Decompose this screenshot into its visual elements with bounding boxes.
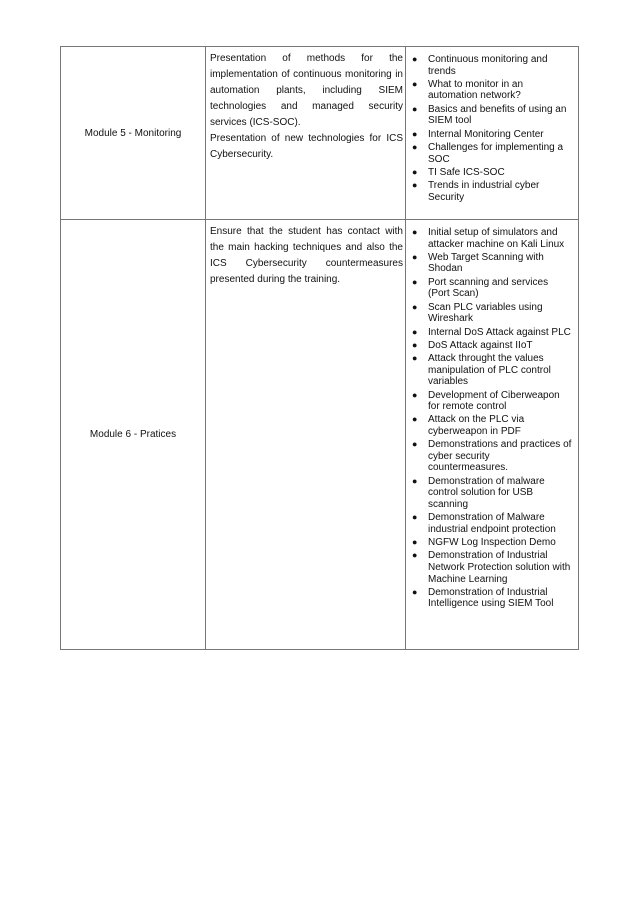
- module-description: Presentation of methods for the implementation of continuous monitoring in automation plants, including SIEM technologies and managed security services (ICS-SOC).: [210, 53, 403, 128]
- module-description: Ensure that the student has contact with the main hacking techniques and also the ICS Cybersecurity countermeasures presented during the training.: [210, 226, 403, 285]
- bullet-icon: ●: [412, 353, 418, 364]
- topic-text: Initial setup of simulators and attacker machine on Kali Linux: [428, 227, 565, 250]
- topic-text: NGFW Log Inspection Demo: [428, 537, 556, 549]
- topic-text: Internal Monitoring Center: [428, 128, 544, 140]
- topic-text: Port scanning and services (Port Scan): [428, 276, 549, 300]
- bullet-icon: ●: [412, 141, 418, 152]
- list-item: [410, 327, 572, 339]
- topic-text: Web Target Scanning with Shodan: [428, 251, 544, 275]
- topic-text: Internal DoS Attack against PLC: [428, 326, 571, 338]
- bullet-icon: ●: [412, 512, 418, 523]
- topic-text: Demonstration of Industrial Intelligence using SIEM Tool: [428, 586, 554, 610]
- bullet-icon: ●: [412, 54, 418, 64]
- bullet-icon: ●: [412, 439, 418, 450]
- list-item: [410, 252, 572, 275]
- module-description-cell: [206, 47, 406, 220]
- module-description-cell: [206, 220, 406, 650]
- list-item: [410, 277, 572, 300]
- bullet-icon: ●: [412, 414, 418, 425]
- module-name: Module 6 - Pratices: [89, 429, 177, 440]
- bullet-icon: ●: [412, 550, 418, 561]
- table-row-module-6: [61, 220, 579, 650]
- module-topics-cell: [406, 220, 579, 650]
- topic-text: Scan PLC variables using Wireshark: [428, 301, 543, 325]
- list-item: [410, 180, 572, 203]
- list-item: [410, 104, 572, 127]
- list-item: [410, 54, 572, 77]
- list-item: [410, 227, 572, 250]
- list-item: [410, 414, 572, 437]
- module-description: Presentation of new technologies for ICS Cybersecurity.: [210, 133, 403, 160]
- list-item: [410, 512, 572, 535]
- topic-text: Demonstrations and practices of cyber security countermeasures.: [428, 439, 572, 474]
- topic-text: Challenges for implementing a SOC: [428, 141, 564, 165]
- bullet-icon: ●: [412, 227, 418, 237]
- module-name: Module 5 - Monitoring: [84, 127, 182, 139]
- bullet-icon: ●: [412, 180, 418, 191]
- bullet-icon: ●: [412, 475, 418, 486]
- topic-text: Trends in industrial cyber Security: [428, 180, 540, 203]
- module-name-cell: [61, 220, 206, 650]
- topic-text: TI Safe ICS-SOC: [428, 166, 505, 178]
- list-item: [410, 476, 572, 511]
- list-item: [410, 142, 572, 165]
- topic-text: Demonstration of Industrial Network Protection solution with Machine Learning: [428, 550, 571, 585]
- bullet-icon: ●: [412, 389, 418, 400]
- topic-text: Attack throught the values manipulation of PLC control variables: [428, 353, 551, 388]
- bullet-icon: ●: [412, 128, 418, 139]
- topic-text: Demonstration of malware control solution for USB scanning: [428, 475, 545, 510]
- list-item: [410, 167, 572, 179]
- topic-text: What to monitor in an automation network?: [428, 78, 524, 102]
- list-item: [410, 439, 572, 474]
- bullet-icon: ●: [412, 251, 418, 262]
- topic-list: [406, 220, 578, 617]
- module-name-cell: [61, 47, 206, 220]
- topic-text: Demonstration of Malware industrial endpoint protection: [428, 512, 556, 535]
- bullet-icon: ●: [412, 166, 418, 177]
- list-item: [410, 79, 572, 102]
- module-topics-cell: [406, 47, 579, 220]
- topic-text: DoS Attack against IIoT: [428, 339, 533, 351]
- table-row-module-5: [61, 47, 579, 220]
- bullet-icon: ●: [412, 301, 418, 312]
- topic-text: Basics and benefits of using an SIEM tool: [428, 103, 567, 127]
- list-item: [410, 302, 572, 325]
- list-item: [410, 587, 572, 610]
- list-item: [410, 550, 572, 585]
- bullet-icon: ●: [412, 103, 418, 114]
- bullet-icon: ●: [412, 339, 418, 350]
- topic-text: Attack on the PLC via cyberweapon in PDF: [428, 414, 525, 437]
- list-item: [410, 537, 572, 549]
- list-item: [410, 340, 572, 352]
- list-item: [410, 129, 572, 141]
- bullet-icon: ●: [412, 78, 418, 89]
- topic-list: [406, 47, 578, 210]
- bullet-icon: ●: [412, 276, 418, 287]
- bullet-icon: ●: [412, 326, 418, 337]
- list-item: [410, 390, 572, 413]
- topic-text: Continuous monitoring and trends: [428, 54, 548, 77]
- course-modules-table: [60, 46, 579, 650]
- topic-text: Development of Ciberweapon for remote control: [428, 389, 560, 413]
- list-item: [410, 353, 572, 388]
- bullet-icon: ●: [412, 537, 418, 548]
- bullet-icon: ●: [412, 586, 418, 597]
